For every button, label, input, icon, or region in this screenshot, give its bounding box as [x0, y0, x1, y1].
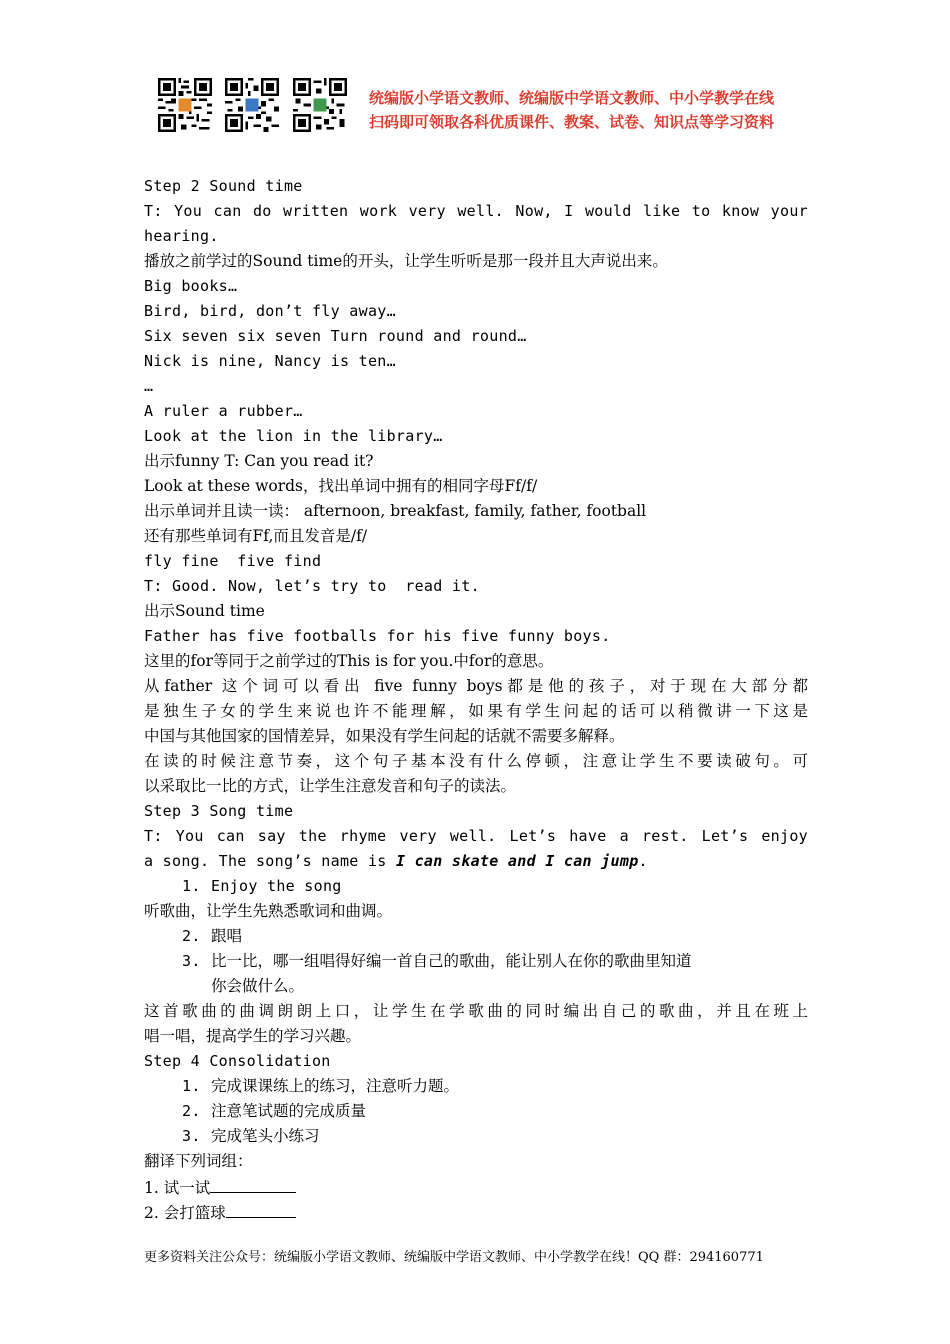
list-number: 3. [182, 1127, 201, 1145]
list-item [144, 874, 808, 899]
list-item [144, 949, 808, 974]
text-line: 播放之前学过的Sound time的开头，让学生听听是那一段并且大声说出来。 [144, 252, 668, 270]
list-item [144, 924, 808, 949]
list-text: 完成笔头小练习 [211, 1127, 320, 1145]
song-title-line [144, 849, 808, 874]
text-line: 这里的for等同于之前学过的This is for you.中for的意思。 [144, 652, 554, 670]
paragraph-line: 唱一唱，提高学生的学习兴趣。 [144, 1027, 362, 1045]
text-line: 翻译下列词组： [144, 1152, 253, 1170]
promo-text [369, 86, 774, 134]
paragraph-line: 以采取比一比的方式，让学生注意发音和句子的读法。 [144, 777, 517, 795]
rhyme-line: Bird, bird, don’t fly away… [144, 302, 396, 320]
sound-time-sentence: Father has five footballs for his five funny boys. [144, 627, 611, 645]
promo-line-2: 扫码即可领取各科优质课件、教案、试卷、知识点等学习资料 [369, 113, 775, 131]
qr-code-icon [293, 78, 347, 132]
list-text: Enjoy the song [211, 877, 342, 895]
text-line: hearing. [144, 227, 219, 245]
list-text: 注意笔试题的完成质量 [211, 1102, 367, 1120]
word-list-line: 出示单词并且读一读： afternoon, breakfast, family, father, football [144, 502, 647, 520]
list-item-continuation: 你会做什么。 [211, 977, 305, 995]
text-line: 还有那些单词有Ff,而且发音是/f/ [144, 527, 368, 545]
list-text: 比一比，哪一组唱得好编一首自己的歌曲，能让别人在你的歌曲里知道 [211, 952, 692, 970]
list-text: 完成课课练上的练习，注意听力题。 [211, 1077, 460, 1095]
promo-line-1: 统编版小学语文教师、统编版中学语文教师、中小学教学在线 [369, 89, 775, 107]
page-footer: 更多资料关注公众号：统编版小学语文教师、统编版中学语文教师、中小学教学在线！QQ 群：294160771 [144, 1250, 764, 1265]
text-span: . [638, 852, 648, 870]
list-item [144, 1099, 808, 1124]
step-4-heading: Step 4 Consolidation [144, 1052, 331, 1070]
song-title: I can skate and I can jump [395, 852, 639, 870]
word-list-line: fly fine five find [144, 552, 322, 570]
answer-blank[interactable] [226, 1199, 296, 1218]
list-text: 跟唱 [211, 927, 243, 945]
paragraph-line: 这首歌曲的曲调朗朗上口，让学生在学歌曲的同时编出自己的歌曲，并且在班上 [144, 1002, 808, 1020]
answer-blank[interactable] [210, 1174, 296, 1193]
list-number: 2. [182, 927, 201, 945]
list-number: 1. [182, 1077, 201, 1095]
text-line: T: You can do written work very well. Now, I would like to know your [144, 202, 808, 220]
rhyme-line: Six seven six seven Turn round and round… [144, 327, 527, 345]
rhyme-line: A ruler a rubber… [144, 402, 303, 420]
text-line: 出示funny T: Can you read it? [144, 452, 374, 470]
paragraph-line: 是独生子女的学生来说也许不能理解，如果有学生问起的话可以稍微讲一下这是 [144, 702, 808, 720]
step-2-heading: Step 2 Sound time [144, 177, 303, 195]
qr-code-icon [225, 78, 279, 132]
paragraph-line: 中国与其他国家的国情差异，如果没有学生问起的话就不需要多解释。 [144, 727, 625, 745]
qr-code-icon [158, 78, 212, 132]
text-line: T: You can say the rhyme very well. Let’s have a rest. Let’s enjoy [144, 827, 808, 845]
text-line: T: Good. Now, let’s try to read it. [144, 577, 480, 595]
page-header [158, 78, 808, 138]
list-number: 2. [182, 1102, 201, 1120]
step-3-heading: Step 3 Song time [144, 802, 294, 820]
list-item [144, 1124, 808, 1149]
exercise-item [144, 1199, 808, 1224]
list-number: 1. [182, 877, 201, 895]
exercise-item [144, 1174, 808, 1199]
paragraph-line: 从father 这个词可以看出 five funny boys都是他的孩子，对于现在大部分都 [144, 677, 808, 695]
exercise-text: 1. 试一试 [144, 1179, 211, 1197]
rhyme-line: Nick is nine, Nancy is ten… [144, 352, 396, 370]
lesson-content [144, 174, 808, 1224]
exercise-text: 2. 会打篮球 [144, 1204, 226, 1222]
rhyme-line: Big books… [144, 277, 238, 295]
paragraph-line: 在读的时候注意节奏，这个句子基本没有什么停顿，注意让学生不要读破句。可 [144, 752, 808, 770]
text-line: Look at these words，找出单词中拥有的相同字母Ff/f/ [144, 477, 538, 495]
text-line: 出示Sound time [144, 602, 265, 620]
list-item [144, 1074, 808, 1099]
rhyme-line: … [144, 377, 154, 395]
text-line: 听歌曲，让学生先熟悉歌词和曲调。 [144, 902, 393, 920]
rhyme-line: Look at the lion in the library… [144, 427, 443, 445]
text-span: a song. The song’s name is [144, 852, 396, 870]
list-number: 3. [182, 952, 201, 970]
